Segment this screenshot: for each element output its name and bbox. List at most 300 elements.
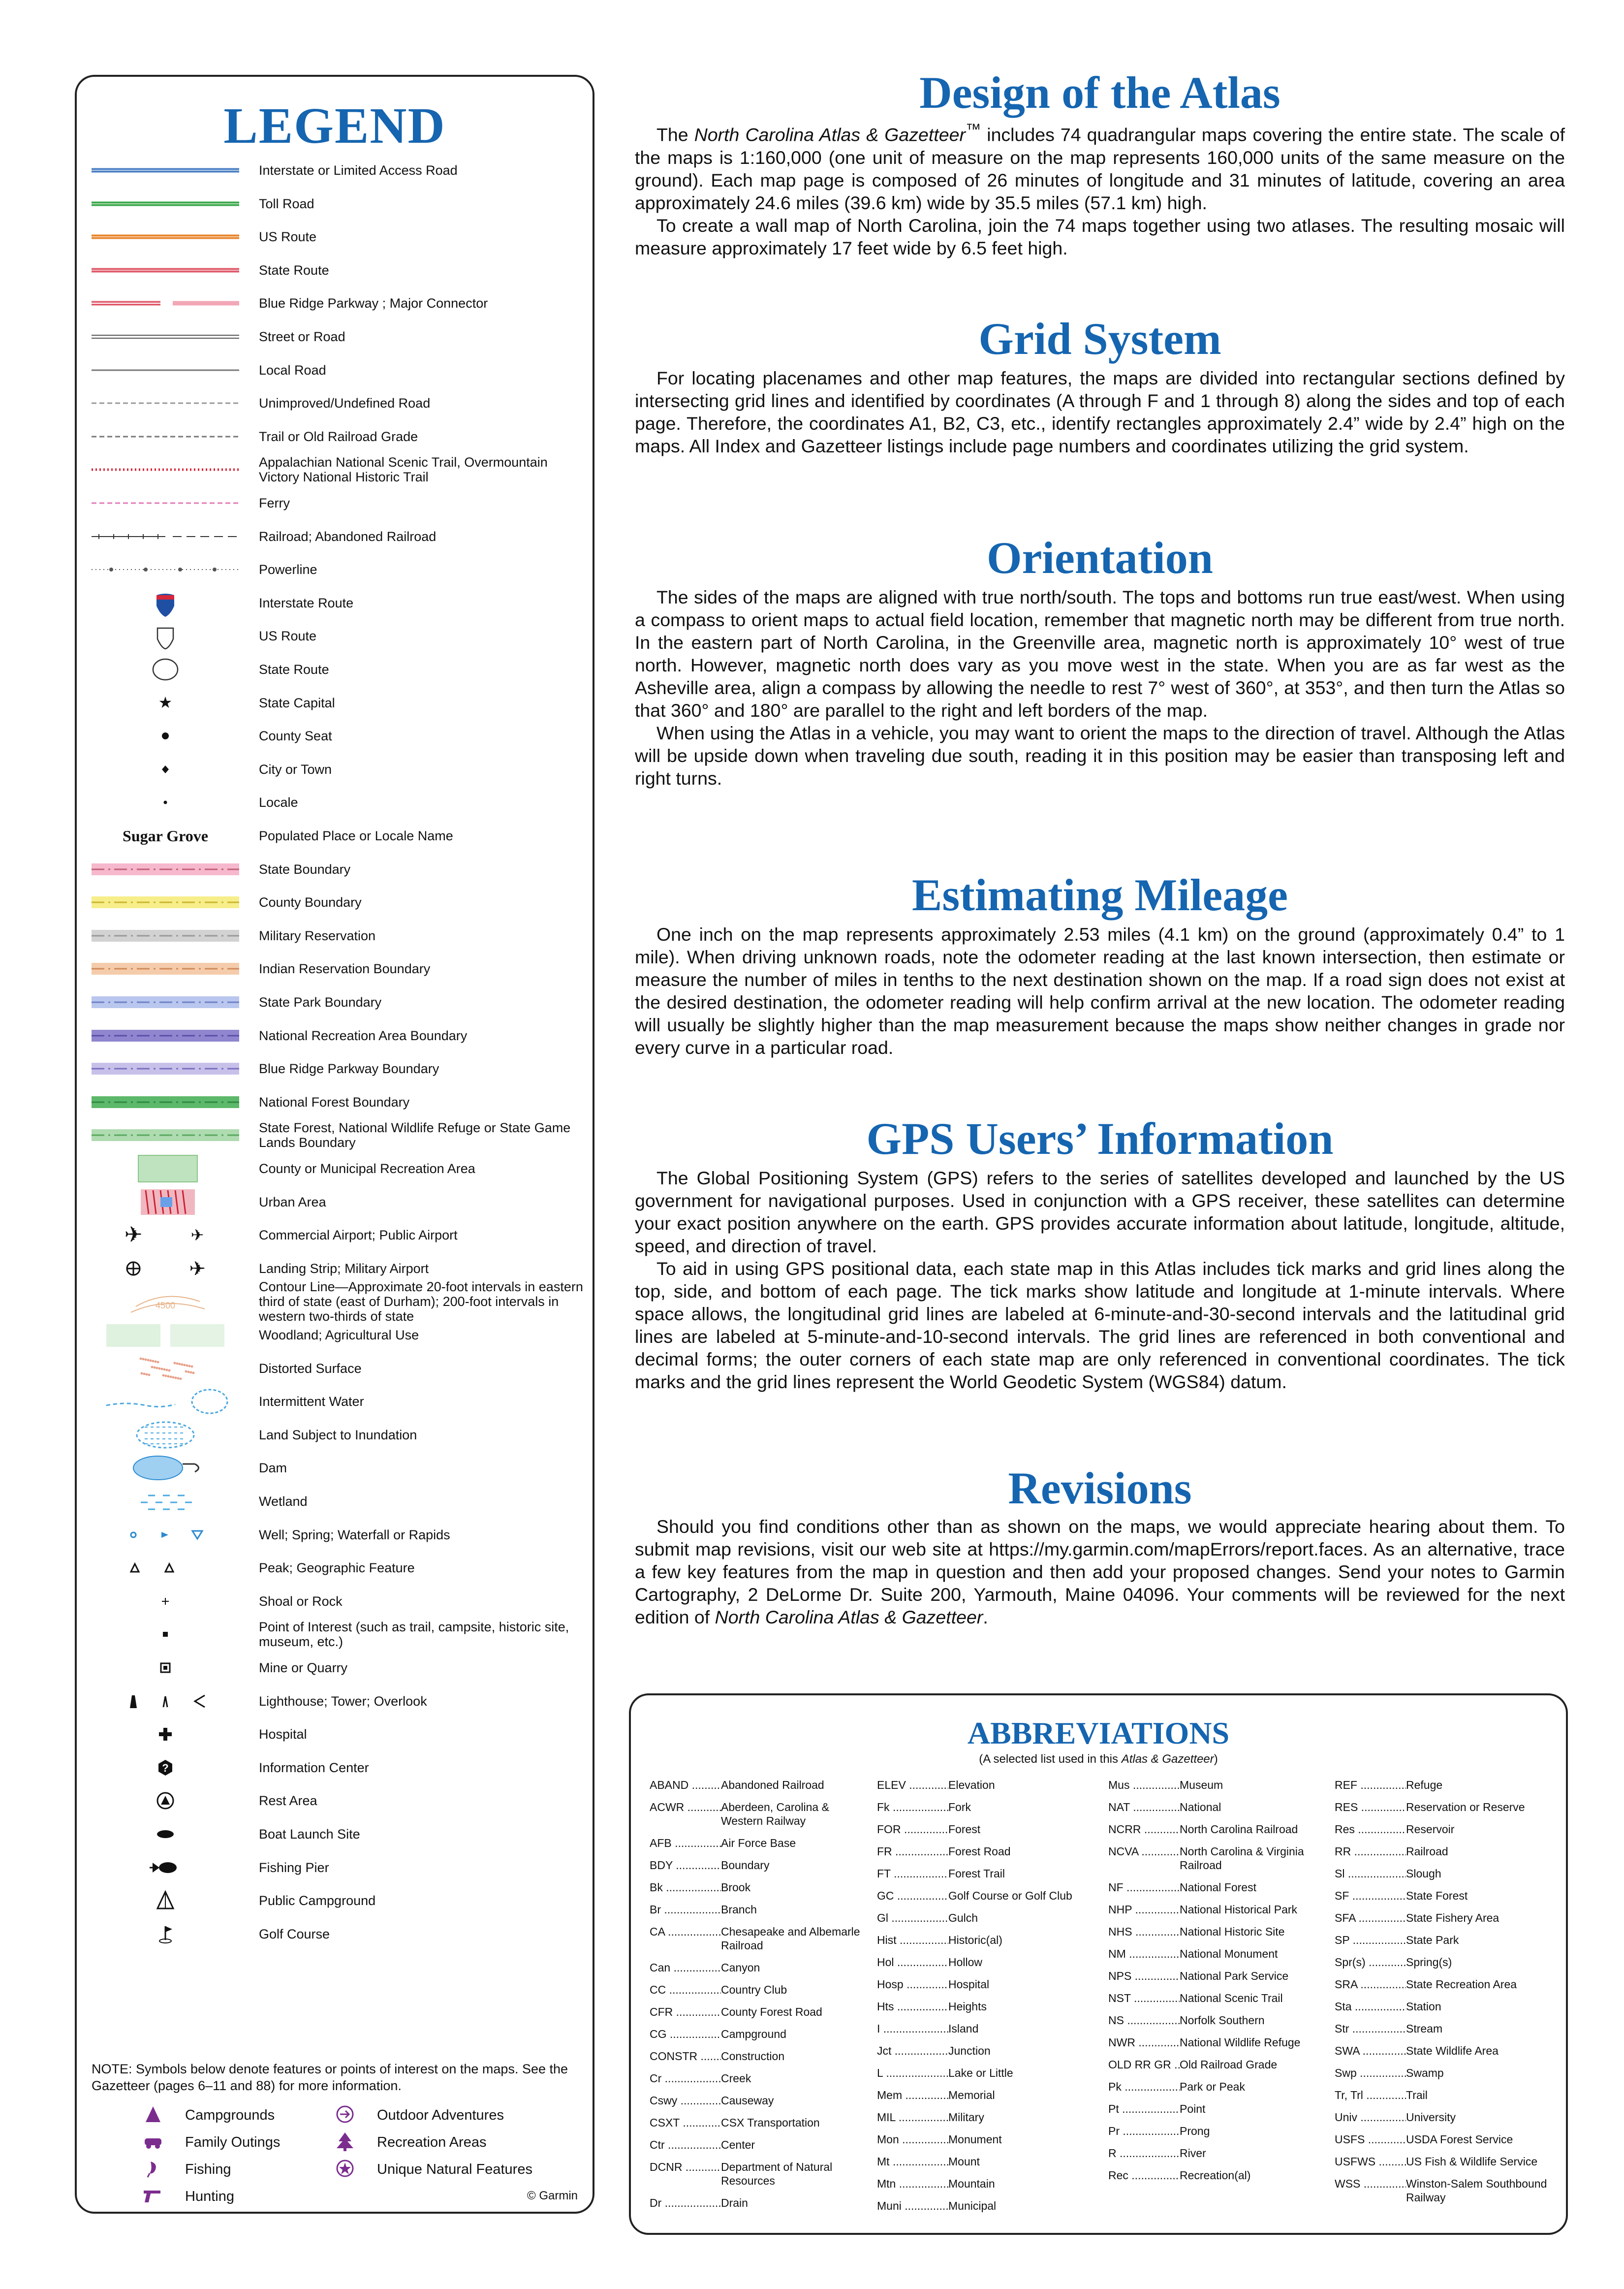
legend-item (77, 1254, 593, 1283)
abbreviation-key: Cswy ..... (650, 2094, 721, 2107)
abbreviation-key: NPS ..... (1108, 1969, 1180, 1983)
star-symbol-icon (92, 688, 239, 718)
abbreviation-entry (650, 1983, 871, 1997)
abbreviation-entry (650, 2094, 871, 2107)
abbreviation-key: MIL ..... (877, 2110, 948, 2124)
abbreviation-entry (877, 1933, 1098, 1947)
abbreviation-meaning: Refuge (1406, 1779, 1443, 1791)
line-symbol-icon (92, 156, 239, 185)
band-symbol-icon (92, 855, 239, 884)
legend-item (77, 1387, 593, 1416)
legend-label: Information Center (259, 1760, 369, 1775)
power-symbol-icon (92, 555, 239, 584)
abbreviation-meaning: Railroad (1406, 1845, 1448, 1858)
main-content (635, 0, 1565, 1674)
abbreviation-entry (877, 1822, 1098, 1836)
legend-label: Mine or Quarry (259, 1660, 348, 1675)
abbreviation-key: Can ..... (650, 1961, 721, 1974)
rest-symbol-icon (92, 1786, 239, 1815)
abbreviation-key: I ..... (877, 2022, 948, 2035)
abbreviation-entry (1335, 2155, 1556, 2168)
abbreviation-key: OLD RR GR ..... (1108, 2058, 1180, 2071)
poi-label: Recreation Areas (377, 2134, 487, 2150)
abbreviation-entry (1108, 1947, 1330, 1961)
legend-label: Appalachian National Scenic Trail, Overmountain Victory National Historic Trail (259, 455, 548, 485)
abbreviation-meaning: Spring(s) (1406, 1956, 1452, 1969)
abbreviation-entry (650, 2049, 871, 2063)
abbreviation-entry (877, 2022, 1098, 2035)
legend-label: Blue Ridge Parkway ; Major Connector (259, 296, 488, 311)
abbreviation-entry (650, 1903, 871, 1916)
paragraph: For locating placenames and other map features, the maps are divided into rectangular sections defined by intersecting grid lines and identified by coordinates (A through F and 1 through 8) along the sides and top of each page. Therefore, the coordinates A1, B2, C3, etc., identify rectangles approximately 2.4” wide by 2.4” high on the maps. All Index and Gazetteer listings include page numbers and coordinates utilizing the grid system. (635, 368, 1565, 456)
section-title: Estimating Mileage (912, 870, 1288, 920)
abbreviation-meaning: Country Club (721, 1983, 787, 1996)
section-body (635, 367, 1565, 457)
line-symbol-icon (92, 255, 239, 285)
cross-symbol-icon (92, 1719, 239, 1749)
legend-label: Point of Interest (such as trail, campsite, historic site, museum, etc.) (259, 1620, 569, 1650)
tree-icon (333, 2131, 357, 2151)
legend-item (77, 1279, 593, 1324)
poi-label: Fishing (185, 2162, 231, 2177)
abbreviation-entry (1335, 2132, 1556, 2146)
abbreviation-key: ACWR ..... (650, 1800, 721, 1828)
legend-item (77, 1686, 593, 1716)
abbreviation-entry (650, 1880, 871, 1894)
hunting-icon (141, 2186, 165, 2205)
legend-label: Wetland (259, 1494, 308, 1509)
abbreviation-key: RR ..... (1335, 1844, 1406, 1858)
abbreviation-meaning: Hospital (948, 1978, 990, 1991)
abbreviation-entry (877, 1778, 1098, 1792)
abbreviation-meaning: Campground (721, 2028, 786, 2040)
section-body (635, 118, 1565, 259)
legend-panel (75, 75, 594, 2214)
abbreviation-entry (1335, 1778, 1556, 1792)
section-body (635, 1167, 1565, 1393)
svg-text:?: ? (162, 1761, 169, 1774)
abbreviation-meaning: National (1180, 1801, 1221, 1813)
abbreviation-key: Pt ..... (1108, 2102, 1180, 2116)
abbreviation-key: Fk ..... (877, 1800, 948, 1814)
abbreviation-key: Pr ..... (1108, 2124, 1180, 2138)
legend-item (77, 1187, 593, 1217)
legend-label: Peak; Geographic Feature (259, 1560, 415, 1576)
distort-symbol-icon (92, 1354, 239, 1383)
natural-icon (333, 2159, 357, 2178)
legend-item (77, 1420, 593, 1450)
paragraph: The sides of the maps are aligned with true north/south. The tops and bottoms run true east/west. When using a compass to orient maps to actual field location, remember that magnetic north may be different from true north. In the eastern part of North Carolina, in the Greenville area, magnetic north is approximately 10° west of true north. However, magnetic north does vary as you move west in the state. When you are as far west as the Asheville area, align a compass by allowing the needle to rest 7° west of 360°, at 353°, and then turn the Atlas so that 360° and 180° are parallel to the right and left borders of the map. (635, 587, 1565, 721)
abbreviation-meaning: Causeway (721, 2094, 774, 2107)
legend-label: Interstate Route (259, 595, 354, 610)
legend-item (77, 222, 593, 252)
abbreviation-entry (1335, 1977, 1556, 1991)
legend-label: National Forest Boundary (259, 1094, 410, 1110)
boat-symbol-icon (92, 1819, 239, 1849)
abbreviation-key: Mem ..... (877, 2088, 948, 2102)
legend-label: Indian Reservation Boundary (259, 961, 431, 977)
legend-item (77, 1021, 593, 1050)
abbreviation-meaning: State Fishery Area (1406, 1911, 1499, 1924)
svg-text:✈: ✈ (124, 1222, 143, 1248)
legend-label: Trail or Old Railroad Grade (259, 429, 418, 444)
legend-label: County Boundary (259, 895, 362, 910)
abbreviation-key: RES ..... (1335, 1800, 1406, 1814)
intwater-symbol-icon (92, 1387, 239, 1416)
thin-symbol-icon (92, 355, 239, 385)
abbreviation-key: CC ..... (650, 1983, 721, 1997)
abbreviation-key: USFS ..... (1335, 2132, 1406, 2146)
abbreviation-meaning: Air Force Base (721, 1837, 796, 1849)
svg-text:✈: ✈ (190, 1226, 204, 1245)
abbreviation-entry (877, 2199, 1098, 2213)
abbreviation-entry (650, 2027, 871, 2041)
legend-item (77, 1453, 593, 1483)
abbreviation-meaning: Junction (948, 2044, 991, 2057)
abbreviation-key: Sta ..... (1335, 2000, 1406, 2013)
legend-label: Locale (259, 795, 298, 810)
abbreviation-meaning: Brook (721, 1881, 751, 1894)
abbreviation-meaning: Fork (948, 1801, 971, 1813)
legend-item (77, 422, 593, 451)
abbreviation-key: Muni ..... (877, 2199, 948, 2213)
section-title: Orientation (987, 533, 1213, 583)
abbreviation-meaning: Swamp (1406, 2066, 1444, 2079)
abbreviation-key: Dr ..... (650, 2196, 721, 2210)
abbreviation-entry (1335, 1911, 1556, 1925)
legend-item (77, 588, 593, 618)
band-symbol-icon (92, 987, 239, 1017)
legend-item (77, 355, 593, 385)
abbreviation-entry (1108, 1969, 1330, 1983)
legend-item (77, 1919, 593, 1949)
legend-label: Railroad; Abandoned Railroad (259, 529, 437, 544)
section-title: Grid System (978, 314, 1221, 364)
legend-label: Military Reservation (259, 928, 376, 943)
legend-label: Urban Area (259, 1194, 326, 1209)
abbreviation-key: Tr, Trl ..... (1335, 2088, 1406, 2102)
legend-label: Public Campground (259, 1893, 376, 1908)
abbreviation-entry (650, 2116, 871, 2130)
abbreviation-key: NF ..... (1108, 1880, 1180, 1894)
poi-label: Campgrounds (185, 2107, 275, 2123)
legend-label: Contour Line—Approximate 20-foot intervals in eastern third of state (east of Durham); 200-foot intervals in western two-thirds of state (259, 1279, 583, 1324)
abbreviation-entry (877, 1867, 1098, 1880)
legend-label: Street or Road (259, 329, 345, 344)
legend-label: Shoal or Rock (259, 1593, 343, 1609)
legend-item (77, 322, 593, 351)
abbreviation-key: CA ..... (650, 1925, 721, 1952)
golf-symbol-icon (92, 1919, 239, 1949)
abbreviation-key: NCRR ..... (1108, 1822, 1180, 1836)
section-body (635, 1515, 1565, 1628)
light-symbol-icon (92, 1686, 239, 1716)
legend-item (77, 1487, 593, 1516)
legend-item (77, 621, 593, 651)
oval-symbol-icon (92, 655, 239, 684)
copyright: © Garmin (527, 2189, 578, 2202)
abbreviation-entry (1108, 1880, 1330, 1894)
abbreviation-meaning: Golf Course or Golf Club (948, 1889, 1072, 1902)
abbreviation-key: Str ..... (1335, 2022, 1406, 2035)
inund-symbol-icon (92, 1420, 239, 1450)
legend-item (77, 1054, 593, 1083)
dash-symbol-icon (92, 422, 239, 451)
abbreviation-entry (1108, 1991, 1330, 2005)
abbreviation-entry (650, 2138, 871, 2152)
abbreviation-meaning: Monument (948, 2133, 1002, 2146)
peak-symbol-icon (92, 1553, 239, 1583)
legend-label: Intermittent Water (259, 1394, 364, 1409)
urban-symbol-icon (92, 1187, 239, 1217)
abbreviation-key: FR ..... (877, 1844, 948, 1858)
legend-item (77, 1220, 593, 1250)
abbreviation-key: ABAND ..... (650, 1778, 721, 1792)
abbreviation-meaning: Boundary (721, 1859, 770, 1872)
well-symbol-icon (92, 1520, 239, 1550)
abbreviation-entry (1108, 2102, 1330, 2116)
abbreviation-key: SF ..... (1335, 1889, 1406, 1903)
abbreviations-title: ABBREVIATIONS (967, 1716, 1230, 1750)
legend-item (77, 1620, 593, 1649)
abbreviation-entry (1108, 1903, 1330, 1916)
legend-label: Interstate or Limited Access Road (259, 163, 458, 178)
abbreviation-key: Mon ..... (877, 2132, 948, 2146)
legend-label: State Route (259, 262, 329, 278)
legend-item (77, 1653, 593, 1683)
abbreviation-meaning: Stream (1406, 2022, 1443, 2035)
abbreviation-meaning: Museum (1180, 1779, 1223, 1791)
paragraph: One inch on the map represents approximately 2.53 miles (4.1 km) on the ground (approximately 0.4” to 1 mile). When driving unknown roads, note the odometer reading at the last known intersection, then estimate or measure the number of miles in tenths to the next destination shown on the map. If a road sign does not exist at the desired destination, the odometer reading will help confirm arrival at the new location. The odometer reading will usually be slightly higher than the map measurement because the maps show neither changes in grade nor every curve in a particular road. (635, 924, 1565, 1058)
legend-label: Local Road (259, 362, 326, 378)
abbreviation-entry (1108, 2168, 1330, 2182)
abbreviation-key: SFA ..... (1335, 1911, 1406, 1925)
abbreviation-meaning: Heights (948, 2000, 987, 2013)
abbreviation-entry (650, 2196, 871, 2210)
abbreviation-key: BDY ..... (650, 1858, 721, 1872)
abbreviation-key: Hosp ..... (877, 1977, 948, 1991)
abbreviation-meaning: Island (948, 2022, 979, 2035)
abbreviation-key: Res ..... (1335, 1822, 1406, 1836)
tent-symbol-icon (92, 1886, 239, 1915)
abbreviation-entry (650, 1800, 871, 1828)
section-body (635, 586, 1565, 790)
band-symbol-icon (92, 1054, 239, 1083)
legend-label: Land Subject to Inundation (259, 1427, 417, 1442)
abbreviation-meaning: Municipal (948, 2199, 997, 2212)
abbreviation-entry (1335, 1800, 1556, 1814)
legend-item (77, 1320, 593, 1350)
dash-symbol-icon (92, 488, 239, 518)
abbreviation-entry (650, 1961, 871, 1974)
abbreviation-meaning: Historic(al) (948, 1934, 1002, 1946)
legend-item (77, 954, 593, 984)
abbreviation-entry (877, 1889, 1098, 1903)
svg-text:Sugar Grove: Sugar Grove (123, 827, 208, 845)
legend-label: Blue Ridge Parkway Boundary (259, 1061, 439, 1077)
abbreviation-meaning: US Fish & Wildlife Service (1406, 2155, 1538, 2168)
legend-label: State Forest, National Wildlife Refuge or State Game Lands Boundary (259, 1120, 571, 1150)
abbreviation-entry (1335, 2000, 1556, 2013)
legend-item (77, 1786, 593, 1815)
legend-item (77, 189, 593, 219)
legend-item (77, 522, 593, 551)
shield-i-symbol-icon (92, 588, 239, 618)
abbreviation-key: NCVA ..... (1108, 1844, 1180, 1872)
abbreviation-key: CSXT ..... (650, 2116, 721, 2130)
abbreviation-entry (877, 1911, 1098, 1925)
abbreviation-meaning: Abandoned Railroad (721, 1779, 824, 1791)
poi-label: Unique Natural Features (377, 2162, 532, 2177)
abbreviation-meaning: Forest (948, 1823, 981, 1836)
legend-label: Lighthouse; Tower; Overlook (259, 1693, 427, 1709)
diamond-symbol-icon (92, 755, 239, 784)
line-symbol-icon (92, 189, 239, 219)
legend-label: State Capital (259, 695, 335, 710)
abbreviation-meaning: USDA Forest Service (1406, 2133, 1513, 2146)
wood-symbol-icon (92, 1320, 239, 1350)
fish-symbol-icon (92, 1853, 239, 1882)
contour-symbol-icon (92, 1287, 239, 1316)
paragraph: To aid in using GPS positional data, each state map in this Atlas includes tick marks and grid lines along the top, side, and bottom of each page. The tick marks show latitude and longitude at 1-minute intervals. Where space allows, the longitudinal grid lines are labeled at 6-minute-and-30-second intervals and the latitudinal grid lines are labeled at 5-minute-and-10-second intervals. The grid lines are referenced in both conventional and decimal forms; the outer corners of each state map are only referenced in conventional coordinates. The tick marks and the grid lines represent the World Geodetic System (WGS84) datum. (635, 1258, 1565, 1392)
abbreviation-key: NST ..... (1108, 1991, 1180, 2005)
legend-item (77, 855, 593, 884)
abbreviation-key: REF ..... (1335, 1778, 1406, 1792)
legend-item (77, 1520, 593, 1550)
camp-icon (141, 2104, 165, 2124)
legend-item (77, 255, 593, 285)
abbreviations-column (1108, 1778, 1330, 2191)
abbreviation-entry (1108, 1844, 1330, 1872)
abbreviation-key: Hts ..... (877, 2000, 948, 2013)
abbreviation-entry (1108, 2124, 1330, 2138)
abbreviation-meaning: State Recreation Area (1406, 1978, 1517, 1991)
brp-symbol-icon (92, 288, 239, 318)
abbreviation-entry (877, 2132, 1098, 2146)
abbreviation-entry (1335, 2066, 1556, 2080)
abbreviation-key: CFR ..... (650, 2005, 721, 2019)
abbreviation-meaning: University (1406, 2111, 1456, 2124)
abbreviation-entry (877, 1955, 1098, 1969)
legend-item (77, 156, 593, 185)
abbreviation-meaning: Forest Trail (948, 1867, 1005, 1880)
legend-item (77, 488, 593, 518)
abbreviation-entry (1108, 1925, 1330, 1939)
mine-symbol-icon (92, 1653, 239, 1683)
abbreviation-meaning: National Park Service (1180, 1970, 1289, 1982)
abbreviation-key: AFB ..... (650, 1836, 721, 1850)
adventure-icon (333, 2104, 357, 2124)
legend-label: Landing Strip; Military Airport (259, 1261, 429, 1276)
legend-item (77, 455, 593, 484)
text-symbol-icon (92, 821, 239, 851)
abbreviation-meaning: Prong (1180, 2125, 1210, 2137)
abbreviation-entry (650, 1836, 871, 1850)
abbreviation-meaning: County Forest Road (721, 2005, 822, 2018)
abbreviation-meaning: Construction (721, 2050, 785, 2063)
dots-symbol-icon (92, 455, 239, 484)
legend-label: Populated Place or Locale Name (259, 828, 453, 843)
atlas-title: North Carolina Atlas & Gazetteer (694, 124, 966, 145)
abbreviation-entry (877, 2088, 1098, 2102)
shield-us-symbol-icon (92, 621, 239, 651)
abbreviation-meaning: Norfolk Southern (1180, 2014, 1265, 2027)
abbreviation-meaning: Branch (721, 1903, 757, 1916)
abbreviation-key: FOR ..... (877, 1822, 948, 1836)
abbreviation-key: NS ..... (1108, 2013, 1180, 2027)
abbreviation-entry (650, 1858, 871, 1872)
abbreviation-meaning: Gulch (948, 1911, 978, 1924)
abbreviation-entry (650, 1778, 871, 1792)
abbreviation-meaning: Chesapeake and Albemarle Railroad (721, 1925, 860, 1952)
abbreviation-entry (1108, 2058, 1330, 2071)
abbreviation-meaning: Reservation or Reserve (1406, 1801, 1525, 1813)
legend-label: Golf Course (259, 1926, 330, 1941)
legend-label: Commercial Airport; Public Airport (259, 1228, 458, 1243)
plane3-symbol-icon (92, 1254, 239, 1283)
abbreviation-meaning: National Historic Site (1180, 1925, 1285, 1938)
abbreviation-key: Mtn ..... (877, 2177, 948, 2191)
abbreviation-meaning: State Park (1406, 1934, 1459, 1946)
abbreviations-panel (629, 1693, 1568, 2235)
legend-item (77, 1587, 593, 1616)
square-symbol-icon (92, 1620, 239, 1649)
legend-item (77, 987, 593, 1017)
abbreviation-meaning: National Scenic Trail (1180, 1992, 1283, 2004)
abbreviation-key: NHP ..... (1108, 1903, 1180, 1916)
abbreviation-meaning: Forest Road (948, 1845, 1011, 1858)
paragraph: Should you find conditions other than as shown on the maps, we would appreciate hearing about them. To submit map revisions, visit our web site at https://my.garmin.com/mapErrors/report.faces. As an alternative, trace a few key features from the map in question and then add your proposed changes. Send your notes to Garmin Cartography, 2 DeLorme Dr. Suite 200, Yarmouth, Maine 04096. Your comments will be reviewed for the next edition of North Carolina Atlas & Gazetteer. (635, 1516, 1565, 1627)
legend-item (77, 1753, 593, 1782)
band-symbol-icon (92, 954, 239, 984)
abbreviation-meaning: National Monument (1180, 1947, 1278, 1960)
legend-item (77, 1886, 593, 1915)
legend-label: Powerline (259, 562, 317, 577)
abbreviation-entry (1108, 1822, 1330, 1836)
legend-item (77, 788, 593, 817)
abbreviation-meaning: Aberdeen, Carolina & Western Railway (721, 1801, 829, 1827)
band-symbol-icon (92, 1120, 239, 1150)
abbreviation-entry (877, 2066, 1098, 2080)
band-symbol-icon (92, 1087, 239, 1117)
legend-item (77, 721, 593, 751)
legend-label: State Boundary (259, 861, 351, 877)
rail-symbol-icon (92, 522, 239, 551)
abbreviation-entry (650, 2071, 871, 2085)
fishing-icon (141, 2159, 165, 2178)
abbreviation-meaning: National Wildlife Refuge (1180, 2036, 1301, 2049)
section-title: GPS Users’ Information (866, 1113, 1334, 1164)
paragraph: When using the Atlas in a vehicle, you may want to orient the maps to the direction of travel. Although the Atlas will be upside down when traveling due south, reading it in this position may be easier than transposing left and right turns. (635, 723, 1565, 789)
abbreviation-meaning: Trail (1406, 2089, 1428, 2101)
legend-item (77, 1719, 593, 1749)
abbreviation-entry (1335, 1867, 1556, 1880)
abbreviation-meaning: Creek (721, 2072, 751, 2085)
abbreviation-entry (1108, 1778, 1330, 1792)
legend-label: Fishing Pier (259, 1860, 329, 1875)
abbreviation-entry (1108, 2013, 1330, 2027)
abbreviation-key: Mt ..... (877, 2155, 948, 2168)
abbreviation-key: Hist ..... (877, 1933, 948, 1947)
paragraph: The Global Positioning System (GPS) refers to the series of satellites developed and launched by the US government for navigational purposes. Used in conjunction with a GPS receiver, these satellites can determine your exact position anywhere on the earth. GPS provides accurate information about latitude, longitude, altitude, speed, and direction of travel. (635, 1168, 1565, 1256)
abbreviation-meaning: National Historical Park (1180, 1903, 1298, 1916)
abbreviation-meaning: Station (1406, 2000, 1441, 2013)
svg-text:★: ★ (158, 693, 173, 712)
section-title: Design of the Atlas (919, 67, 1280, 118)
abbreviation-entry (1335, 2044, 1556, 2058)
svg-text:4500: 4500 (155, 1301, 176, 1311)
legend-item (77, 1819, 593, 1849)
